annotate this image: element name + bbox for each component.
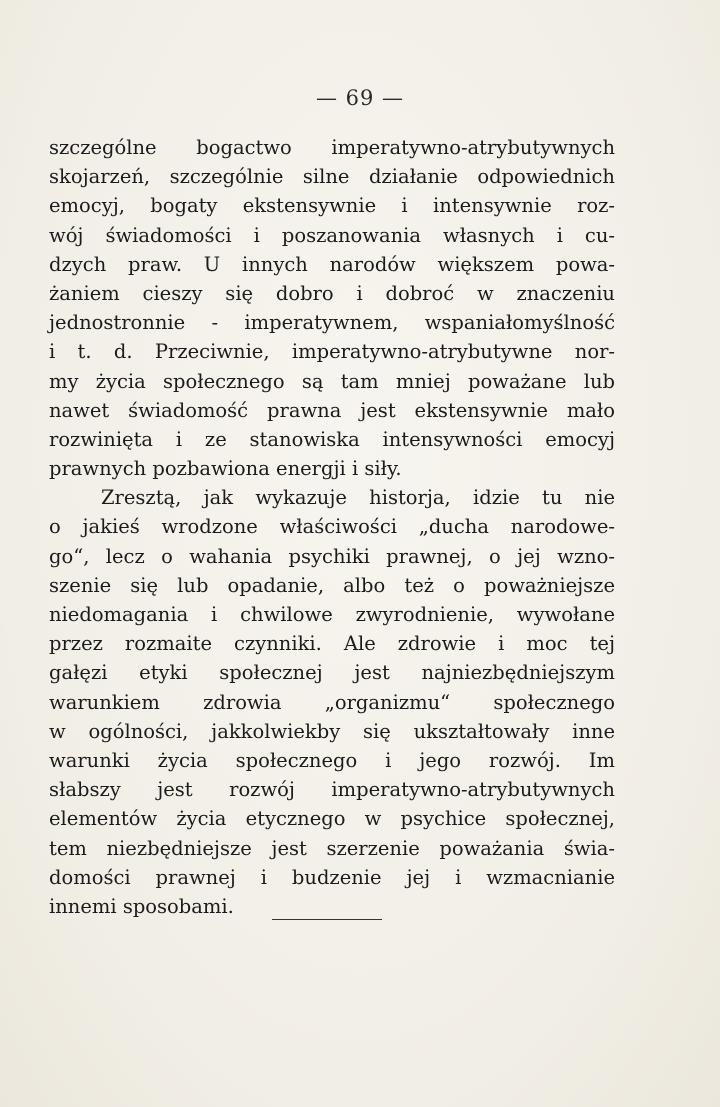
- text-line: go“, lecz o wahania psychiki prawnej, o jej wzno-: [49, 544, 615, 568]
- text-line: przez rozmaite czynniki. Ale zdrowie i moc tej: [49, 632, 615, 656]
- text-line: jednostronnie - imperatywnem, wspaniałomyślność: [49, 311, 615, 335]
- text-line: żaniem cieszy się dobro i dobroć w znaczeniu: [49, 281, 615, 305]
- page-number: — 69 —: [315, 86, 405, 110]
- paragraph-start-line: Zresztą, jak wykazuje historja, idzie tu nie: [101, 486, 615, 510]
- text-line: skojarzeń, szczególnie silne działanie odpowiednich: [49, 165, 615, 189]
- paragraph-end-line: innemi sposobami.: [49, 894, 234, 918]
- text-line: domości prawnej i budzenie jej i wzmacnianie: [49, 865, 615, 889]
- text-line: szenie się lub opadanie, albo też o poważniejsze: [49, 573, 615, 597]
- text-line: elementów życia etycznego w psychice społecznej,: [49, 807, 615, 831]
- text-line: tem niezbędniejsze jest szerzenie poważania świa-: [49, 836, 615, 860]
- text-line: nawet świadomość prawna jest ekstensywnie mało: [49, 398, 615, 422]
- text-line: w ogólności, jakkolwiekby się ukształtowały inne: [49, 719, 615, 743]
- text-line: szczególne bogactwo imperatywno-atrybutywnych: [49, 136, 615, 159]
- text-line: emocyj, bogaty ekstensywnie i intensywnie roz-: [49, 194, 615, 218]
- text-line: wój świadomości i poszanowania własnych i cu-: [49, 223, 615, 247]
- text-line: rozwinięta i ze stanowiska intensywności emocyj: [49, 427, 615, 451]
- text-line: i t. d. Przeciwnie, imperatywno-atrybutywne nor-: [49, 340, 615, 364]
- text-line: warunki życia społecznego i jego rozwój. Im: [49, 748, 615, 772]
- text-line: słabszy jest rozwój imperatywno-atrybutywnych: [49, 778, 615, 802]
- body-text: [49, 133, 615, 921]
- text-line: niedomagania i chwilowe zwyrodnienie, wywołane: [49, 603, 615, 626]
- text-line: warunkiem zdrowia „organizmu“ społecznego: [49, 690, 615, 714]
- paragraph-end-line: prawnych pozbawiona energji i siły.: [49, 457, 402, 481]
- text-line: o jakieś wrodzone właściwości „ducha narodowe-: [49, 515, 615, 539]
- text-line: my życia społecznego są tam mniej poważane lub: [49, 369, 615, 393]
- text-line: dzych praw. U innych narodów większem powa-: [49, 252, 615, 276]
- text-line: gałęzi etyki społecznej jest najniezbędniejszym: [49, 661, 615, 685]
- section-end-rule: [272, 919, 382, 920]
